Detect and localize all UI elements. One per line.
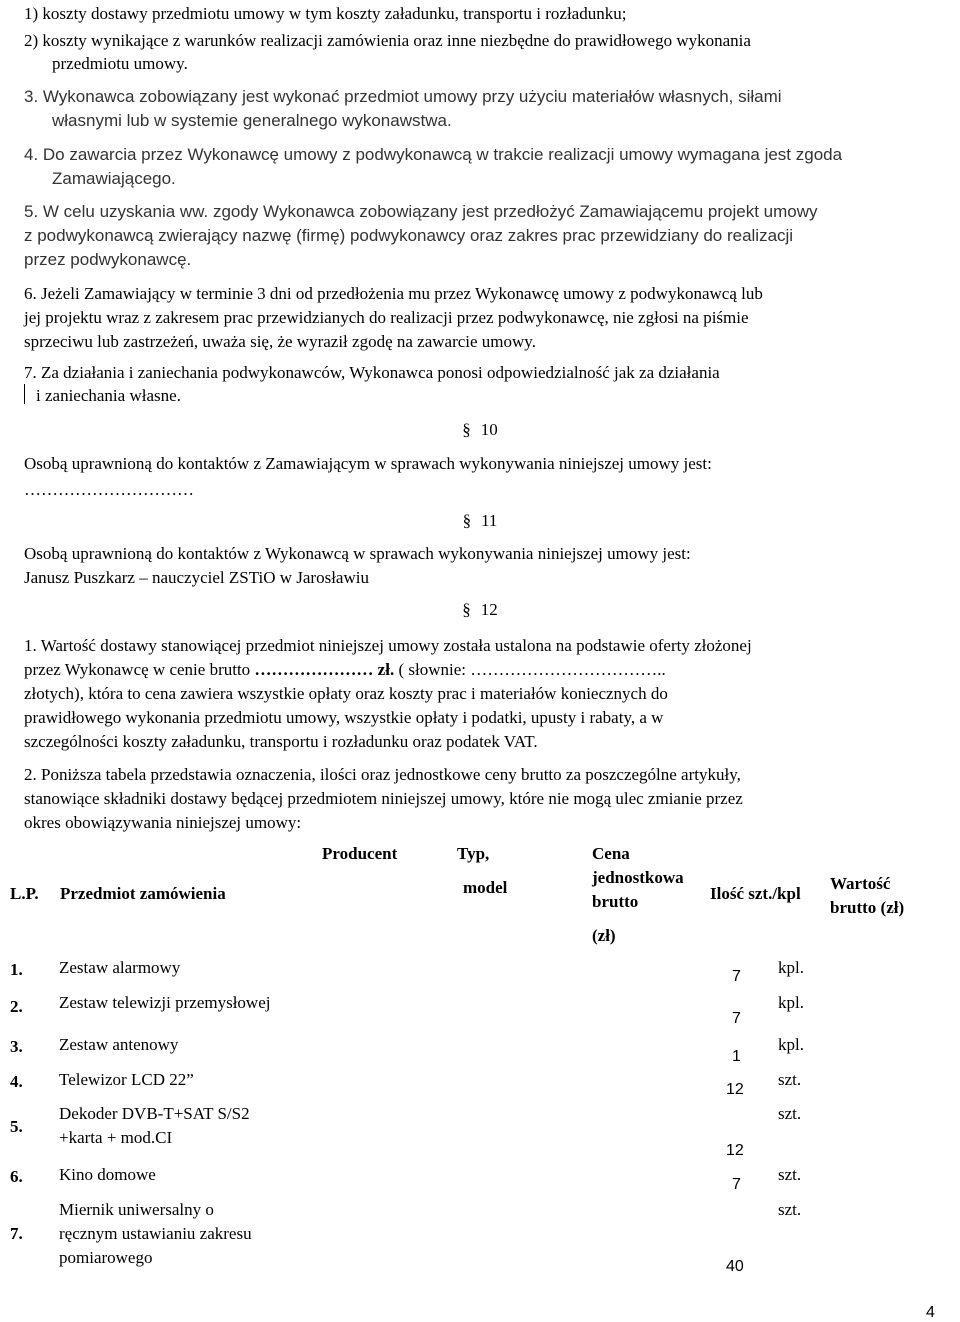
row-5-item-line2: +karta + mod.CI: [59, 1128, 173, 1147]
row-4-qty: 12: [726, 1081, 744, 1098]
section-12-p1-line3: złotych), która to cena zawiera wszystkie opłaty oraz koszty prac i materiałów koniecznych do: [24, 684, 668, 703]
price-label: przez Wykonawcę w cenie brutto: [24, 660, 255, 679]
paragraph-6-line3: sprzeciwu lub zastrzeżeń, uważa się, że wyraził zgodę na zawarcie umowy.: [24, 332, 536, 351]
section-11-heading: [0, 509, 960, 533]
section-10-text-line1: Osobą uprawnioną do kontaktów z Zamawiającym w sprawach wykonywania niniejszej umowy jest:: [24, 454, 712, 473]
row-4-item: Telewizor LCD 22”: [59, 1070, 194, 1089]
row-2-lp: 2.: [10, 997, 23, 1016]
header-typ: Typ,: [457, 844, 490, 863]
paragraph-5-line2: z podwykonawcą zwierający nazwę (firmę) podwykonawcy oraz zakres prac przewidziany do realizacji: [24, 226, 794, 245]
page-number: 4: [926, 1304, 935, 1321]
section-12-p2-line2: stanowiące składniki dostawy będącej przedmiotem niniejszej umowy, które nie mogą ulec zmianie przez: [24, 789, 743, 808]
text-cursor: [24, 384, 25, 404]
paragraph-7-line1: 7. Za działania i zaniechania podwykonawców, Wykonawca ponosi odpowiedzialność jak za działania: [24, 363, 720, 382]
section-12-heading: [0, 598, 960, 622]
paragraph-7-line2: i zaniechania własne.: [36, 386, 181, 405]
paragraph-5-line3: przez podwykonawcę.: [24, 250, 192, 269]
row-6-unit: szt.: [778, 1165, 802, 1184]
row-6-qty: 7: [732, 1176, 741, 1193]
header-cena-3: brutto: [592, 892, 639, 911]
row-1-lp: 1.: [10, 960, 23, 979]
paragraph-3-line2: własnymi lub w systemie generalnego wykonawstwa.: [52, 111, 452, 130]
section-10-heading: [0, 418, 960, 442]
paragraph-3-line1: 3. Wykonawca zobowiązany jest wykonać przedmiot umowy przy użyciu materiałów własnych, siłami: [24, 87, 782, 106]
row-7-item-line2: ręcznym ustawianiu zakresu: [59, 1224, 252, 1243]
row-1-item: Zestaw alarmowy: [59, 958, 181, 977]
row-2-item: Zestaw telewizji przemysłowej: [59, 993, 271, 1012]
row-4-lp: 4.: [10, 1072, 23, 1091]
header-ilosc: Ilość szt./kpl: [710, 884, 801, 903]
section-number: 10: [480, 420, 498, 439]
section-mark: §: [462, 600, 471, 619]
row-5-item-line1: Dekoder DVB-T+SAT S/S2: [59, 1104, 250, 1123]
section-11-text-line1: Osobą uprawnioną do kontaktów z Wykonawcą w sprawach wykonywania niniejszej umowy jest:: [24, 544, 691, 563]
row-7-unit: szt.: [778, 1200, 802, 1219]
header-model: model: [463, 878, 508, 897]
section-number: 11: [481, 511, 498, 530]
header-cena-2: jednostkowa: [592, 868, 684, 887]
row-3-qty: 1: [732, 1048, 741, 1065]
section-11-contact-person: Janusz Puszkarz – nauczyciel ZSTiO w Jarosławiu: [24, 568, 369, 587]
section-10-placeholder: …………………………: [24, 480, 194, 499]
row-7-item-line1: Miernik uniwersalny o: [59, 1200, 214, 1219]
row-7-qty: 40: [726, 1258, 744, 1275]
section-number: 12: [480, 600, 498, 619]
header-cena-1: Cena: [592, 844, 630, 863]
paragraph-4-line1: 4. Do zawarcia przez Wykonawcę umowy z podwykonawcą w trakcie realizacji umowy wymagana jest zgoda: [24, 145, 843, 164]
row-7-lp: 7.: [10, 1224, 23, 1243]
paragraph-4-line2: Zamawiającego.: [52, 169, 176, 188]
row-5-qty: 12: [726, 1142, 744, 1159]
section-mark: §: [462, 420, 471, 439]
paragraph-5-line1: 5. W celu uzyskania ww. zgody Wykonawca zobowiązany jest przedłożyć Zamawiającemu projekt umowy: [24, 202, 818, 221]
section-12-p1-line2: [24, 658, 666, 682]
row-1-unit: kpl.: [778, 958, 804, 977]
header-lp: L.P.: [10, 884, 39, 903]
price-blank: ………………… zł.: [254, 660, 395, 679]
header-cena-4: (zł): [592, 926, 616, 945]
paragraph-6-line2: jej projektu wraz z zakresem prac przewidzianych do realizacji przez podwykonawcę, nie zgłosi na piśmie: [24, 308, 749, 327]
header-przedmiot: Przedmiot zamówienia: [60, 884, 226, 903]
row-2-unit: kpl.: [778, 993, 804, 1012]
header-wartosc-2: brutto (zł): [830, 898, 905, 917]
row-7-item-line3: pomiarowego: [59, 1248, 153, 1267]
row-2-qty: 7: [732, 1010, 741, 1027]
section-12-p1-line1: 1. Wartość dostawy stanowiącej przedmiot niniejszej umowy została ustalona na podstawie oferty złożonej: [24, 636, 752, 655]
paragraph-6-line1: 6. Jeżeli Zamawiający w terminie 3 dni od przedłożenia mu przez Wykonawcę umowy z podwykonawcą lub: [24, 284, 763, 303]
price-words: ( słownie: ……………………………..: [394, 660, 666, 679]
section-12-p2-line3: okres obowiązywania niniejszej umowy:: [24, 813, 302, 832]
row-5-unit: szt.: [778, 1104, 802, 1123]
section-12-p1-line5: szczególności koszty załadunku, transportu i rozładunku oraz podatek VAT.: [24, 732, 538, 751]
row-6-item: Kino domowe: [59, 1165, 156, 1184]
row-5-lp: 5.: [10, 1117, 23, 1136]
header-producent: Producent: [322, 844, 398, 863]
section-mark: §: [462, 511, 472, 530]
section-12-p1-line4: prawidłowego wykonania przedmiotu umowy, wszystkie opłaty i podatki, upusty i rabaty, a w: [24, 708, 664, 727]
section-12-p2-line1: 2. Poniższa tabela przedstawia oznaczenia, ilości oraz jednostkowe ceny brutto za poszczególne artykuły,: [24, 765, 741, 784]
row-3-item: Zestaw antenowy: [59, 1035, 179, 1054]
row-4-unit: szt.: [778, 1070, 802, 1089]
list-item-1: 1) koszty dostawy przedmiotu umowy w tym koszty załadunku, transportu i rozładunku;: [24, 4, 627, 23]
list-item-2-line1: 2) koszty wynikające z warunków realizacji zamówienia oraz inne niezbędne do prawidłowego wykonania: [24, 31, 751, 50]
header-wartosc-1: Wartość: [830, 874, 891, 893]
list-item-2-line2: przedmiotu umowy.: [52, 54, 188, 73]
row-3-lp: 3.: [10, 1037, 23, 1056]
row-6-lp: 6.: [10, 1167, 23, 1186]
row-3-unit: kpl.: [778, 1035, 804, 1054]
row-1-qty: 7: [732, 968, 741, 985]
